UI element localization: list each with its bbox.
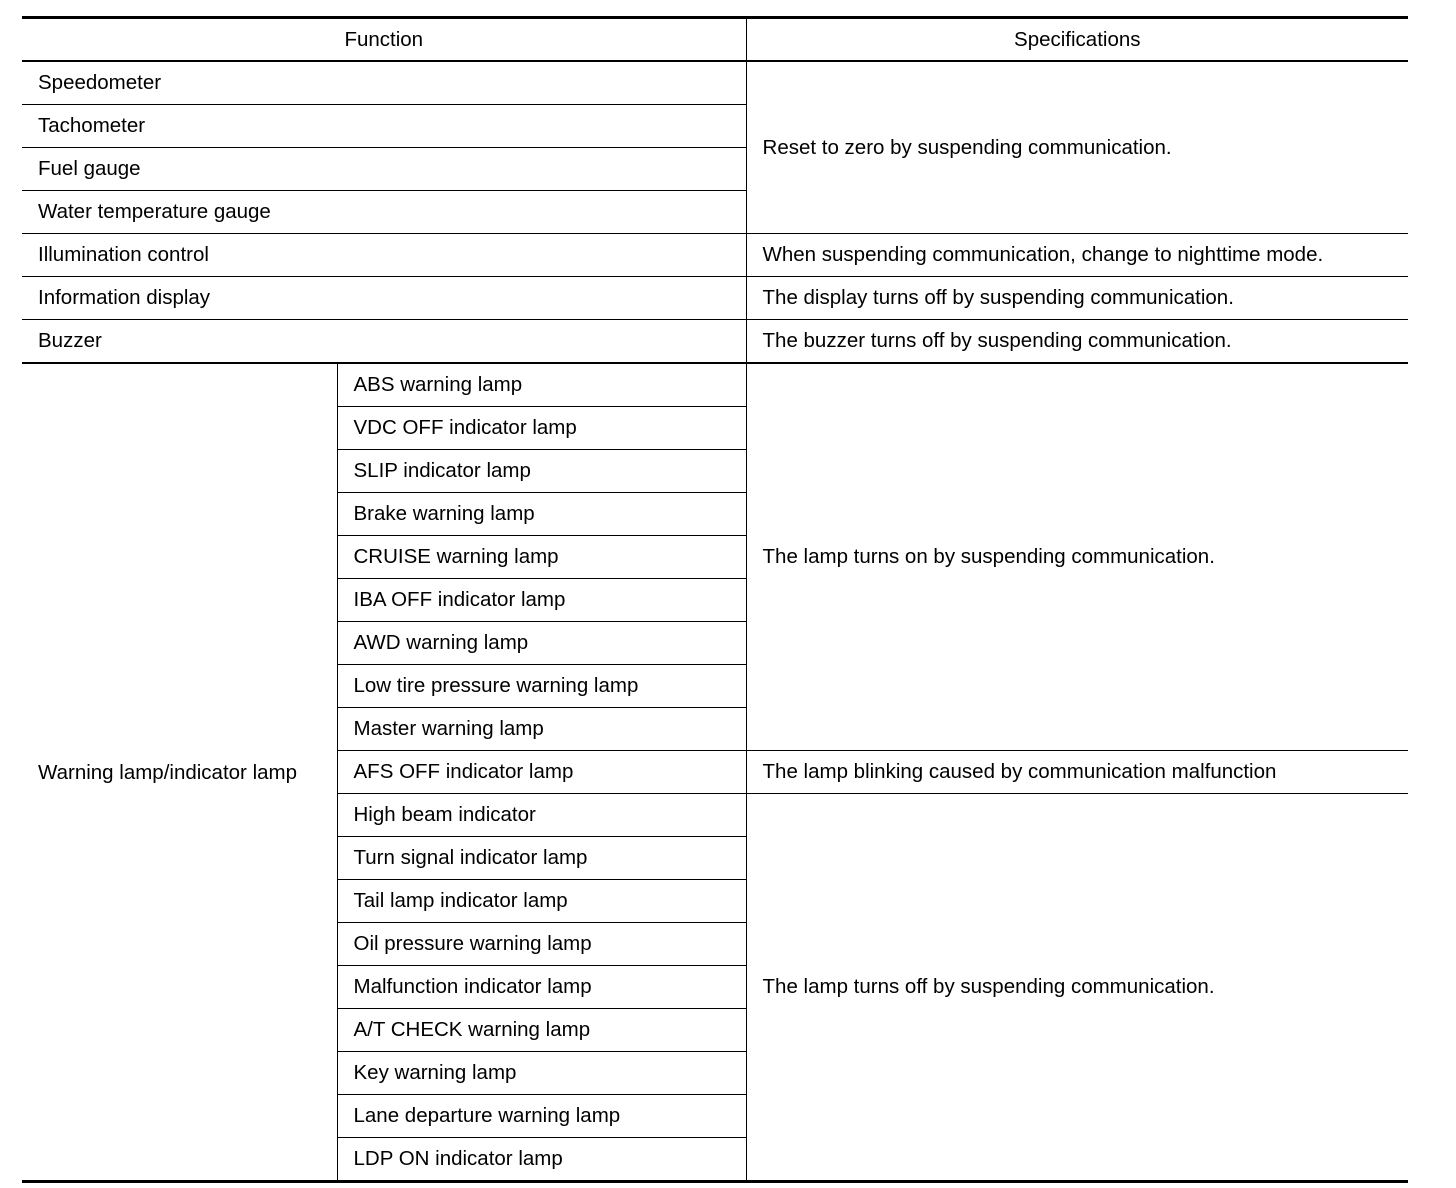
- function-tachometer: Tachometer: [22, 105, 746, 148]
- lamp-item: Tail lamp indicator lamp: [337, 880, 746, 923]
- spec-lamp-off: The lamp turns off by suspending communication.: [746, 794, 1408, 1182]
- spec-lamp-blink: The lamp blinking caused by communication malfunction: [746, 751, 1408, 794]
- table-row: [22, 363, 1408, 407]
- lamp-item: A/T CHECK warning lamp: [337, 1009, 746, 1052]
- spec-lamp-on: The lamp turns on by suspending communication.: [746, 363, 1408, 751]
- lamp-item: CRUISE warning lamp: [337, 536, 746, 579]
- lamp-item: Turn signal indicator lamp: [337, 837, 746, 880]
- function-information-display: Information display: [22, 277, 746, 320]
- lamp-item: AWD warning lamp: [337, 622, 746, 665]
- lamp-item: Master warning lamp: [337, 708, 746, 751]
- lamp-item: AFS OFF indicator lamp: [337, 751, 746, 794]
- function-illumination-control: Illumination control: [22, 234, 746, 277]
- lamp-item: High beam indicator: [337, 794, 746, 837]
- function-warning-group: Warning lamp/indicator lamp: [22, 363, 337, 1182]
- table-row: [22, 320, 1408, 364]
- function-buzzer: Buzzer: [22, 320, 746, 364]
- header-function: Function: [22, 18, 746, 62]
- lamp-item: Oil pressure warning lamp: [337, 923, 746, 966]
- lamp-item: Lane departure warning lamp: [337, 1095, 746, 1138]
- function-water-temperature-gauge: Water temperature gauge: [22, 191, 746, 234]
- lamp-item: Low tire pressure warning lamp: [337, 665, 746, 708]
- function-speedometer: Speedometer: [22, 61, 746, 105]
- spec-gauges-reset: Reset to zero by suspending communication.: [746, 61, 1408, 234]
- function-fuel-gauge: Fuel gauge: [22, 148, 746, 191]
- spec-illumination: When suspending communication, change to nighttime mode.: [746, 234, 1408, 277]
- header-row: [22, 18, 1408, 62]
- lamp-item: ABS warning lamp: [337, 363, 746, 407]
- table-row: [22, 277, 1408, 320]
- header-specifications: Specifications: [746, 18, 1408, 62]
- spec-buzzer-off: The buzzer turns off by suspending communication.: [746, 320, 1408, 364]
- lamp-item: VDC OFF indicator lamp: [337, 407, 746, 450]
- lamp-item: Key warning lamp: [337, 1052, 746, 1095]
- lamp-item: Brake warning lamp: [337, 493, 746, 536]
- lamp-item: IBA OFF indicator lamp: [337, 579, 746, 622]
- lamp-item: Malfunction indicator lamp: [337, 966, 746, 1009]
- table-row: [22, 61, 1408, 105]
- spec-table: [22, 16, 1408, 1183]
- lamp-item: SLIP indicator lamp: [337, 450, 746, 493]
- lamp-item: LDP ON indicator lamp: [337, 1138, 746, 1182]
- spec-display-off: The display turns off by suspending communication.: [746, 277, 1408, 320]
- table-row: [22, 234, 1408, 277]
